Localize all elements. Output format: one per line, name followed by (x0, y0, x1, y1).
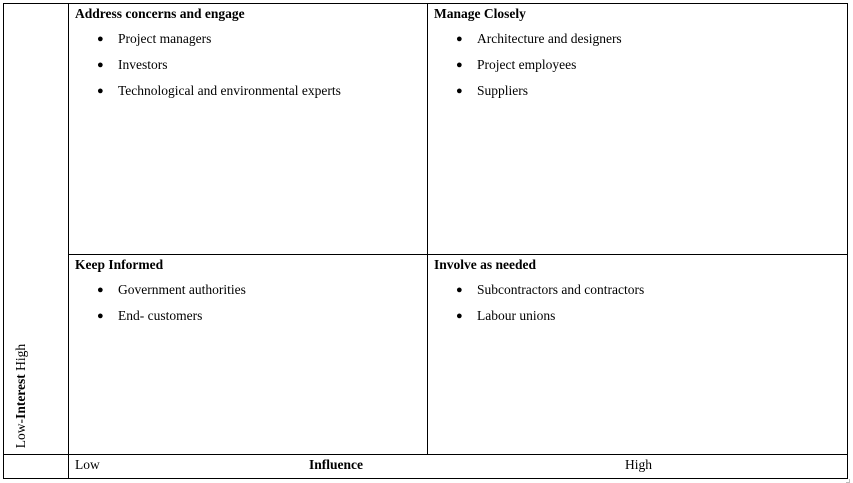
divider-axis-row (3, 454, 848, 455)
list-item-label: Architecture and designers (477, 31, 622, 46)
quadrant-bottom-right (428, 255, 847, 454)
list-item (97, 83, 341, 109)
x-axis-title: Influence (309, 457, 363, 472)
list-item (456, 308, 644, 334)
quadrant-top-left (69, 4, 427, 254)
x-axis-low: Low (75, 457, 100, 472)
list-item-label: Investors (118, 57, 168, 72)
quadrant-title: Involve as needed (434, 257, 537, 272)
list-item (97, 31, 341, 57)
list-item-label: Suppliers (477, 83, 529, 98)
list-item (97, 308, 246, 334)
quadrant-bottom-left (69, 255, 427, 454)
stakeholder-list (97, 282, 246, 334)
list-item (97, 282, 246, 308)
list-item (456, 83, 622, 109)
quadrant-title: Keep Informed (75, 257, 164, 272)
list-item (456, 282, 644, 308)
y-axis-high: High (13, 343, 28, 375)
list-item-label: End- customers (118, 308, 203, 323)
list-item-label: Labour unions (477, 308, 556, 323)
bullet-icon: ● (456, 33, 463, 45)
corner-mark (846, 479, 850, 483)
x-axis-high: High (625, 457, 652, 472)
bullet-icon: ● (97, 85, 104, 97)
bullet-icon: ● (456, 85, 463, 97)
list-item-label: Project employees (477, 57, 577, 72)
list-item-label: Subcontractors and contractors (477, 282, 645, 297)
bullet-icon: ● (97, 59, 104, 71)
bullet-icon: ● (97, 284, 104, 296)
bullet-icon: ● (456, 310, 463, 322)
bullet-icon: ● (97, 310, 104, 322)
quadrant-top-right (428, 4, 847, 254)
stakeholder-list (456, 31, 622, 109)
list-item-label: Government authorities (118, 282, 246, 297)
y-axis-title: Interest (13, 374, 28, 419)
list-item (97, 57, 341, 83)
stakeholder-list (97, 31, 341, 109)
bullet-icon: ● (97, 33, 104, 45)
list-item (456, 31, 622, 57)
quadrant-title: Address concerns and engage (75, 6, 245, 21)
list-item (456, 57, 622, 83)
stakeholder-list (456, 282, 644, 334)
list-item-label: Technological and environmental experts (118, 83, 341, 98)
quadrant-title: Manage Closely (434, 6, 526, 21)
list-item-label: Project managers (118, 31, 212, 46)
bullet-icon: ● (456, 59, 463, 71)
y-axis-label (13, 344, 29, 448)
y-axis-low: Low- (13, 418, 28, 449)
bullet-icon: ● (456, 284, 463, 296)
